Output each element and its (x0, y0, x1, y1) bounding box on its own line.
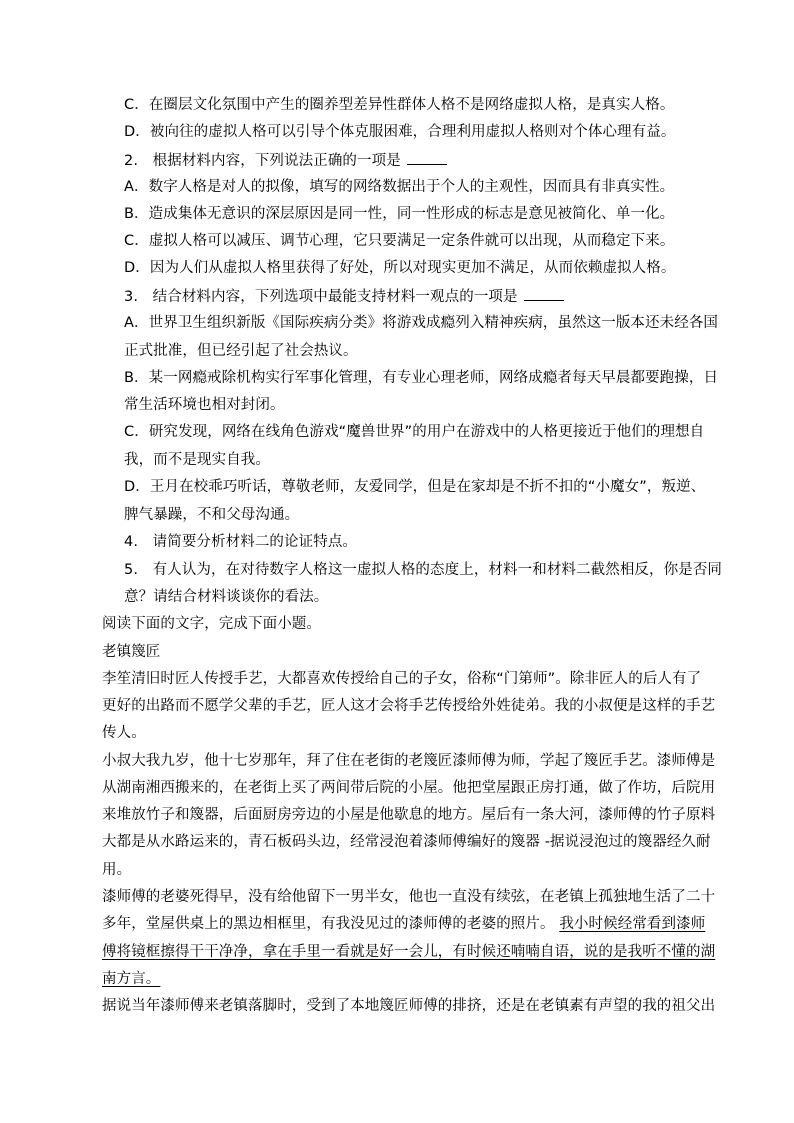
q2-option-b: B．造成集体无意识的深层原因是同一性，同一性形成的标志是意见被简化、单一化。 (124, 206, 675, 222)
q2-option-d: D．因为人们从虚拟人格里获得了好处，所以对现实更加不满足，从而依赖虚拟人格。 (124, 260, 676, 276)
para3-line2-text: 多年，堂屋供桌上的黑边相框里，有我没见过的漆师傅的老婆的照片。 (102, 916, 555, 932)
para4-line1: 据说当年漆师傅来老镇落脚时，受到了本地篾匠师傅的排挤，还是在老镇素有声望的我的祖父出 (102, 998, 716, 1014)
q3-stem (124, 286, 564, 307)
para2-line4: 大都是从水路运来的，青石板码头边，经常浸泡着漆师傅编好的篾器 -据说浸泡过的篾器经久耐 (102, 834, 711, 850)
q2-stem (124, 150, 447, 171)
q3-option-d-line2: 脾气暴躁，不和父母沟通。 (124, 507, 300, 523)
q3-stem-text: 3. 结合材料内容，下列选项中最能支持材料一观点的一项是 (124, 289, 518, 305)
para1-line3: 传人。 (102, 725, 146, 741)
para1-line2: 更好的出路而不愿学父辈的手艺，匠人这才会将手艺传授给外姓徒弟。我的小叔便是这样的手艺 (102, 698, 716, 714)
q3-option-c-line1: C．研究发现，网络在线角色游戏“魔兽世界”的用户在游戏中的人格更接近于他们的理想自 (124, 424, 705, 440)
para3-underlined-sentence-start: 我小时候经常看到漆师 (559, 916, 706, 932)
q3-answer-blank (524, 286, 564, 301)
para1-line1: 李笙清旧时匠人传授手艺，大都喜欢传授给自己的子女，俗称“门第师”。除非匠人的后人有了 (102, 671, 702, 687)
q2-answer-blank (407, 150, 447, 165)
q2-option-a: A．数字人格是对人的拟像，填写的网络数据出于个人的主观性，因而具有非真实性。 (124, 179, 675, 195)
q3-option-b-line2: 常生活环境也相对封闭。 (124, 397, 285, 413)
q3-option-c-line2: 我，而不是现实自我。 (124, 452, 270, 468)
q1-option-d: D．被向往的虚拟人格可以引导个体克服困难，合理利用虚拟人格则对个体心理有益。 (124, 124, 676, 140)
para3-line2 (102, 914, 705, 934)
para3-underlined-line4: 南方言。 (102, 971, 161, 987)
para3-line1: 漆师傅的老婆死得早，没有给他留下一男半女，他也一直没有续弦，在老镇上孤独地生活了二十 (102, 889, 716, 905)
para2-line2: 从湖南湘西搬来的，在老街上买了两间带后院的小屋。他把堂屋跟正房打通，做了作坊，后院用 (102, 780, 716, 796)
q1-option-c: C．在圈层文化氛围中产生的圈养型差异性群体人格不是网络虚拟人格，是真实人格。 (124, 97, 675, 113)
q2-stem-text: 2. 根据材料内容，下列说法正确的一项是 (124, 153, 401, 169)
q5-stem-line1: 5. 有人认为，在对待数字人格这一虚拟人格的态度上，材料一和材料二截然相反，你是否同 (124, 562, 723, 578)
para3-underlined-line3: 傅将镜框擦得干干净净，拿在手里一看就是好一会儿，有时候还喃喃自语，说的是我听不懂的湖 (102, 944, 716, 960)
reading-instruction: 阅读下面的文字，完成下面小题。 (102, 616, 321, 632)
q4-stem: 4. 请简要分析材料二的论证特点。 (124, 534, 358, 550)
para2-line1: 小叔大我九岁，他十七岁那年，拜了住在老街的老篾匠漆师傅为师，学起了篾匠手艺。漆师傅是 (102, 753, 716, 769)
para2-line3: 来堆放竹子和篾器，后面厨房旁边的小屋是他歇息的地方。屋后有一条大河，漆师傅的竹子原料 (102, 807, 716, 823)
q3-option-b-line1: B．某一网瘾戒除机构实行军事化管理，有专业心理老师，网络成瘾者每天早晨都要跑操，日 (124, 370, 719, 386)
q5-stem-line2: 意？请结合材料谈谈你的看法。 (124, 589, 329, 605)
reading-title: 老镇篾匠 (102, 644, 161, 660)
para2-line5: 用。 (102, 862, 132, 878)
q3-option-a-line1: A．世界卫生组织新版《国际疾病分类》将游戏成瘾列入精神疾病，虽然这一版本还未经各国 (124, 315, 719, 331)
q3-option-a-line2: 正式批准，但已经引起了社会热议。 (124, 343, 358, 359)
q3-option-d-line1: D．王月在校乖巧听话，尊敬老师，友爱同学，但是在家却是不折不扣的“小魔女”，叛逆、 (124, 479, 706, 495)
q2-option-c: C．虚拟人格可以减压、调节心理，它只要满足一定条件就可以出现，从而稳定下来。 (124, 233, 675, 249)
